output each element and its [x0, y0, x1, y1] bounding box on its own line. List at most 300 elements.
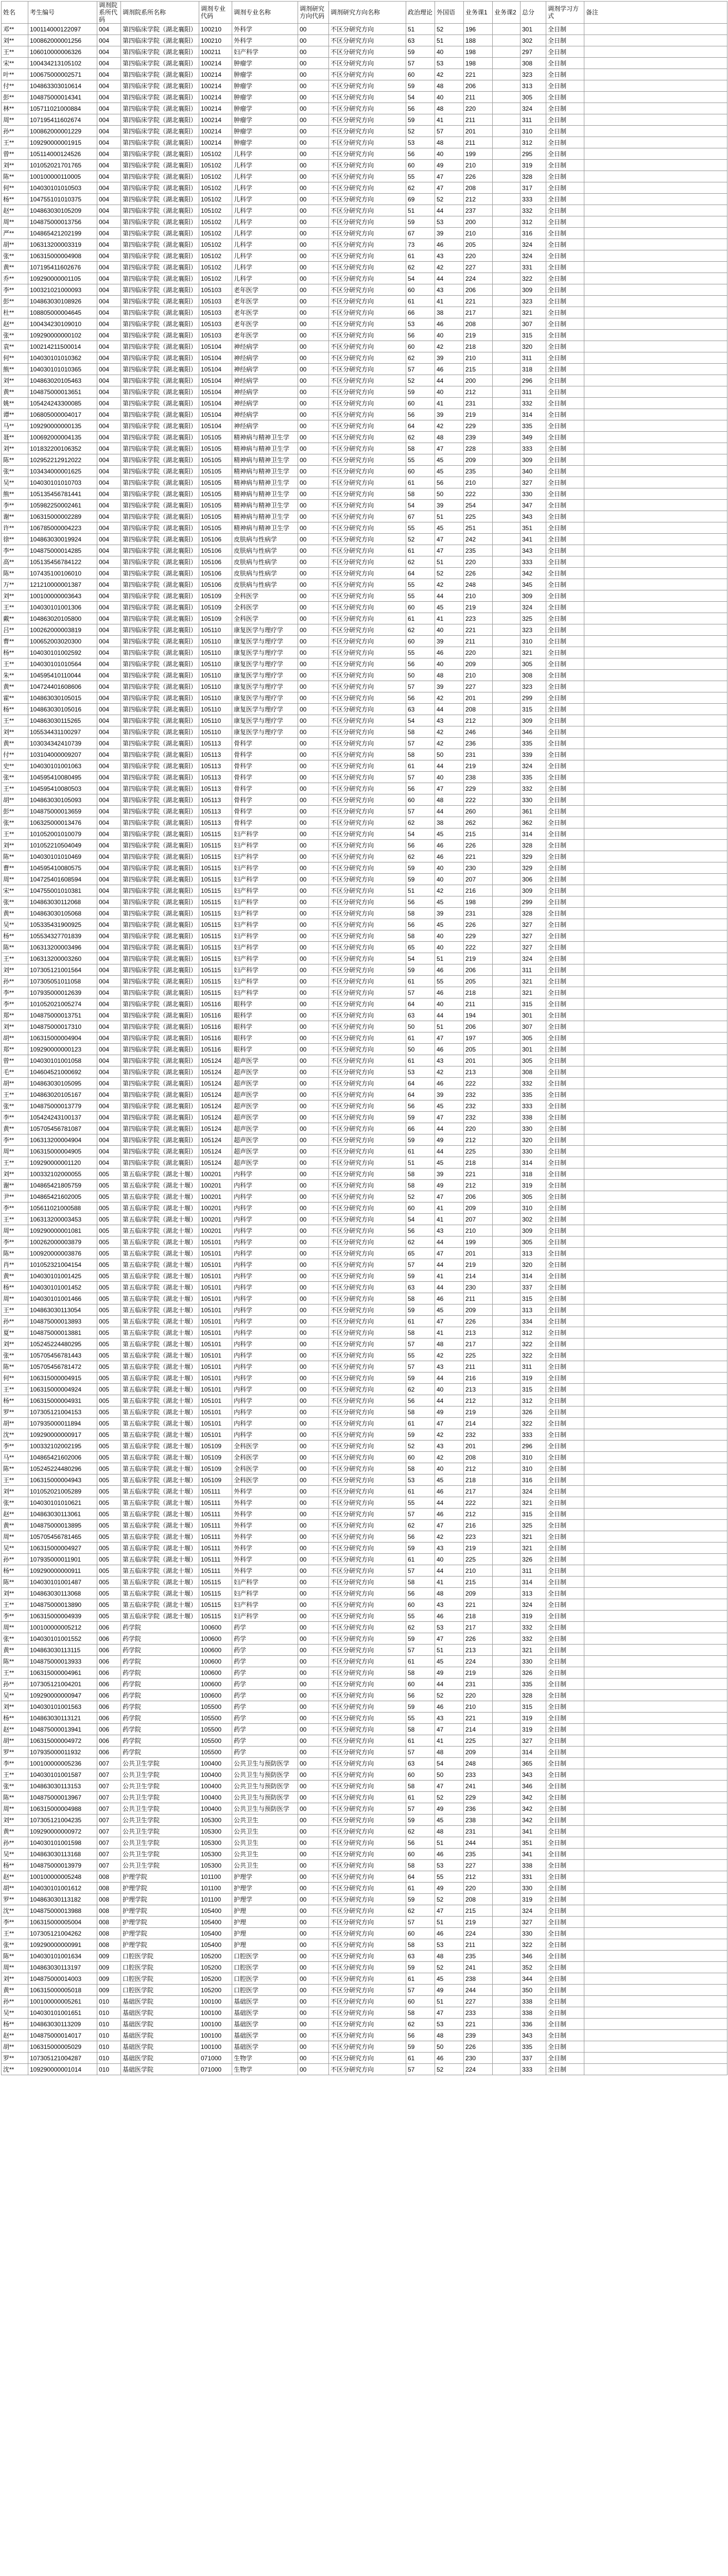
cell-col-foreign-language: 40 [435, 998, 464, 1010]
cell-col-direction-name: 不区分研究方向 [329, 1996, 406, 2007]
table-row [2, 1236, 727, 1248]
cell-col-direction-code: 00 [298, 828, 329, 840]
cell-col-direction-code: 00 [298, 1690, 329, 1701]
table-row [2, 1622, 727, 1633]
cell-col-exam-id: 104030101001563 [28, 1701, 97, 1713]
cell-col-remark [584, 1690, 727, 1701]
table-row [2, 58, 727, 69]
cell-col-dept-code: 004 [97, 443, 121, 454]
table-row [2, 205, 727, 216]
cell-col-major-code: 105116 [199, 998, 232, 1010]
cell-col-dept-name: 基础医学院 [121, 1996, 199, 2007]
cell-col-politics: 59 [406, 216, 435, 228]
cell-col-subject-2 [493, 1747, 521, 1758]
cell-col-name: 杨** [2, 930, 28, 942]
cell-col-exam-id: 104875000013967 [28, 1792, 97, 1803]
cell-col-remark [584, 114, 727, 126]
cell-col-subject-1: 220 [464, 103, 493, 114]
cell-col-foreign-language: 43 [435, 1713, 464, 1724]
cell-col-study-mode: 全日制 [546, 590, 584, 602]
table-row [2, 1032, 727, 1044]
cell-col-exam-id: 104863030113168 [28, 1849, 97, 1860]
cell-col-remark [584, 1497, 727, 1509]
cell-col-total: 312 [521, 1395, 546, 1406]
cell-col-subject-2 [493, 398, 521, 409]
table-row [2, 998, 727, 1010]
cell-col-study-mode: 全日制 [546, 715, 584, 726]
cell-col-politics: 56 [406, 409, 435, 420]
cell-col-subject-1: 198 [464, 46, 493, 58]
cell-col-foreign-language: 44 [435, 1010, 464, 1021]
cell-col-subject-2 [493, 1656, 521, 1667]
cell-col-dept-name: 口腔医学院 [121, 1962, 199, 1973]
cell-col-foreign-language: 44 [435, 1372, 464, 1384]
cell-col-name: 张** [2, 330, 28, 341]
cell-col-remark [584, 205, 727, 216]
cell-col-direction-name: 不区分研究方向 [329, 715, 406, 726]
cell-col-subject-2 [493, 1168, 521, 1180]
cell-col-direction-name: 不区分研究方向 [329, 1985, 406, 1996]
cell-col-politics: 50 [406, 1021, 435, 1032]
table-row [2, 114, 727, 126]
cell-col-direction-name: 不区分研究方向 [329, 1406, 406, 1418]
cell-col-direction-name: 不区分研究方向 [329, 239, 406, 250]
cell-col-major-code: 105124 [199, 1146, 232, 1157]
cell-col-direction-name: 不区分研究方向 [329, 998, 406, 1010]
cell-col-subject-1: 212 [464, 1134, 493, 1146]
cell-col-dept-name: 第五临床学院（湖北十堰） [121, 1225, 199, 1236]
cell-col-dept-name: 第五临床学院（湖北十堰） [121, 1611, 199, 1622]
cell-col-remark [584, 1939, 727, 1951]
cell-col-foreign-language: 43 [435, 250, 464, 262]
cell-col-remark [584, 1599, 727, 1611]
table-row [2, 1815, 727, 1826]
cell-col-remark [584, 80, 727, 92]
cell-col-foreign-language: 45 [435, 454, 464, 466]
cell-col-dept-code: 004 [97, 976, 121, 987]
cell-col-major-code: 105102 [199, 194, 232, 205]
cell-col-major-name: 神经病学 [232, 375, 298, 386]
cell-col-subject-2 [493, 216, 521, 228]
cell-col-study-mode: 全日制 [546, 352, 584, 364]
cell-col-exam-id: 104755101010375 [28, 194, 97, 205]
cell-col-name: 张** [2, 1939, 28, 1951]
cell-col-name: 王** [2, 137, 28, 148]
cell-col-dept-name: 第四临床学院（湖北襄阳） [121, 307, 199, 318]
cell-col-remark [584, 262, 727, 273]
cell-col-subject-2 [493, 103, 521, 114]
cell-col-remark [584, 216, 727, 228]
cell-col-dept-name: 第四临床学院（湖北襄阳） [121, 454, 199, 466]
header-col-direction-name: 调剂研究方向名称 [329, 2, 406, 24]
cell-col-major-code: 105102 [199, 216, 232, 228]
cell-col-major-code: 105111 [199, 1543, 232, 1554]
cell-col-subject-2 [493, 1803, 521, 1815]
cell-col-remark [584, 409, 727, 420]
cell-col-foreign-language: 46 [435, 840, 464, 851]
cell-col-exam-id: 106315000004927 [28, 1543, 97, 1554]
cell-col-subject-2 [493, 92, 521, 103]
cell-col-subject-1: 248 [464, 579, 493, 590]
cell-col-name: 吴** [2, 919, 28, 930]
cell-col-total: 333 [521, 1100, 546, 1112]
cell-col-direction-name: 不区分研究方向 [329, 182, 406, 194]
cell-col-subject-2 [493, 930, 521, 942]
cell-col-dept-name: 第四临床学院（湖北襄阳） [121, 35, 199, 46]
cell-col-dept-name: 第四临床学院（湖北襄阳） [121, 318, 199, 330]
cell-col-direction-name: 不区分研究方向 [329, 1475, 406, 1486]
cell-col-major-name: 妇产科学 [232, 964, 298, 976]
cell-col-name: 聂** [2, 432, 28, 443]
cell-col-remark [584, 273, 727, 284]
cell-col-subject-1: 222 [464, 1078, 493, 1089]
cell-col-direction-code: 00 [298, 1100, 329, 1112]
cell-col-foreign-language: 52 [435, 2064, 464, 2075]
cell-col-exam-id: 103104000009207 [28, 749, 97, 760]
cell-col-subject-1: 212 [464, 1463, 493, 1475]
cell-col-dept-code: 005 [97, 1293, 121, 1304]
cell-col-subject-1: 213 [464, 1327, 493, 1338]
cell-col-remark [584, 1667, 727, 1679]
cell-col-major-name: 护理 [232, 1905, 298, 1917]
cell-col-major-name: 儿科学 [232, 239, 298, 250]
cell-col-dept-name: 第四临床学院（湖北襄阳） [121, 726, 199, 738]
cell-col-foreign-language: 47 [435, 1781, 464, 1792]
cell-col-major-name: 药学 [232, 1724, 298, 1735]
cell-col-study-mode: 全日制 [546, 160, 584, 171]
cell-col-subject-2 [493, 296, 521, 307]
cell-col-remark [584, 228, 727, 239]
cell-col-dept-name: 公共卫生学院 [121, 1860, 199, 1871]
cell-col-major-name: 药学 [232, 1656, 298, 1667]
cell-col-major-code: 105101 [199, 1316, 232, 1327]
cell-col-major-name: 儿科学 [232, 160, 298, 171]
table-row [2, 171, 727, 182]
cell-col-subject-2 [493, 919, 521, 930]
cell-col-subject-2 [493, 726, 521, 738]
cell-col-subject-1: 224 [464, 2064, 493, 2075]
cell-col-direction-code: 00 [298, 1270, 329, 1282]
cell-col-name: 李** [2, 1611, 28, 1622]
cell-col-politics: 56 [406, 1690, 435, 1701]
cell-col-major-name: 内科学 [232, 1327, 298, 1338]
cell-col-remark [584, 636, 727, 647]
cell-col-study-mode: 全日制 [546, 273, 584, 284]
cell-col-name: 李** [2, 284, 28, 296]
cell-col-direction-name: 不区分研究方向 [329, 760, 406, 772]
cell-col-foreign-language: 42 [435, 262, 464, 273]
cell-col-dept-name: 第四临床学院（湖北襄阳） [121, 1134, 199, 1146]
cell-col-dept-name: 第四临床学院（湖北襄阳） [121, 692, 199, 704]
table-row [2, 1565, 727, 1577]
cell-col-dept-code: 005 [97, 1611, 121, 1622]
cell-col-exam-id: 106313200004904 [28, 1134, 97, 1146]
cell-col-exam-id: 106315000004988 [28, 1803, 97, 1815]
cell-col-direction-code: 00 [298, 1395, 329, 1406]
cell-col-direction-code: 00 [298, 1554, 329, 1565]
cell-col-direction-name: 不区分研究方向 [329, 1543, 406, 1554]
cell-col-direction-name: 不区分研究方向 [329, 171, 406, 182]
cell-col-subject-2 [493, 126, 521, 137]
cell-col-exam-id: 104863030113197 [28, 1962, 97, 1973]
cell-col-direction-code: 00 [298, 318, 329, 330]
cell-col-foreign-language: 44 [435, 1282, 464, 1293]
cell-col-exam-id: 101052210504049 [28, 840, 97, 851]
cell-col-subject-1: 208 [464, 704, 493, 715]
cell-col-subject-2 [493, 1973, 521, 1985]
cell-col-subject-1: 238 [464, 1973, 493, 1985]
cell-col-dept-name: 第四临床学院（湖北襄阳） [121, 500, 199, 511]
cell-col-name: 黄** [2, 738, 28, 749]
table-row [2, 1123, 727, 1134]
cell-col-dept-name: 第四临床学院（湖北襄阳） [121, 194, 199, 205]
cell-col-politics: 61 [406, 976, 435, 987]
cell-col-subject-2 [493, 534, 521, 545]
cell-col-subject-2 [493, 1531, 521, 1543]
cell-col-subject-2 [493, 1690, 521, 1701]
cell-col-study-mode: 全日制 [546, 840, 584, 851]
cell-col-total: 327 [521, 477, 546, 488]
cell-col-politics: 58 [406, 749, 435, 760]
cell-col-politics: 58 [406, 726, 435, 738]
cell-col-remark [584, 919, 727, 930]
cell-col-name: 王** [2, 953, 28, 964]
cell-col-subject-2 [493, 409, 521, 420]
cell-col-dept-code: 004 [97, 874, 121, 885]
cell-col-major-code: 105105 [199, 488, 232, 500]
cell-col-direction-name: 不区分研究方向 [329, 1486, 406, 1497]
cell-col-foreign-language: 43 [435, 715, 464, 726]
cell-col-dept-name: 第五临床学院（湖北十堰） [121, 1588, 199, 1599]
cell-col-exam-id: 105705456781087 [28, 1123, 97, 1134]
cell-col-remark [584, 386, 727, 398]
cell-col-name: 吴** [2, 1543, 28, 1554]
cell-col-dept-code: 007 [97, 1781, 121, 1792]
cell-col-foreign-language: 38 [435, 307, 464, 318]
cell-col-remark [584, 613, 727, 624]
cell-col-direction-code: 00 [298, 239, 329, 250]
cell-col-total: 341 [521, 534, 546, 545]
cell-col-major-name: 肿瘤学 [232, 80, 298, 92]
cell-col-direction-name: 不区分研究方向 [329, 454, 406, 466]
cell-col-study-mode: 全日制 [546, 1157, 584, 1168]
cell-col-foreign-language: 46 [435, 1611, 464, 1622]
cell-col-remark [584, 738, 727, 749]
cell-col-major-code: 100210 [199, 24, 232, 35]
cell-col-politics: 67 [406, 511, 435, 522]
cell-col-subject-2 [493, 239, 521, 250]
cell-col-subject-2 [493, 851, 521, 862]
cell-col-politics: 56 [406, 783, 435, 794]
cell-col-name: 张** [2, 817, 28, 828]
cell-col-subject-2 [493, 1327, 521, 1338]
cell-col-dept-code: 004 [97, 817, 121, 828]
cell-col-total: 316 [521, 1475, 546, 1486]
cell-col-remark [584, 1429, 727, 1440]
cell-col-dept-code: 004 [97, 715, 121, 726]
cell-col-subject-2 [493, 636, 521, 647]
cell-col-total: 335 [521, 2041, 546, 2053]
cell-col-subject-2 [493, 1849, 521, 1860]
cell-col-subject-1: 254 [464, 500, 493, 511]
cell-col-total: 296 [521, 375, 546, 386]
cell-col-dept-code: 005 [97, 1577, 121, 1588]
cell-col-dept-name: 药学院 [121, 1645, 199, 1656]
cell-col-name: 李** [2, 1917, 28, 1928]
cell-col-foreign-language: 44 [435, 806, 464, 817]
cell-col-dept-code: 009 [97, 1962, 121, 1973]
cell-col-exam-id: 106315000004931 [28, 1395, 97, 1406]
cell-col-subject-1: 201 [464, 1440, 493, 1452]
cell-col-name: 王** [2, 602, 28, 613]
cell-col-foreign-language: 44 [435, 1123, 464, 1134]
cell-col-major-code: 105103 [199, 330, 232, 341]
cell-col-subject-2 [493, 69, 521, 80]
cell-col-dept-code: 008 [97, 1917, 121, 1928]
cell-col-direction-name: 不区分研究方向 [329, 1951, 406, 1962]
table-row [2, 341, 727, 352]
cell-col-subject-2 [493, 1860, 521, 1871]
cell-col-dept-code: 004 [97, 1112, 121, 1123]
cell-col-direction-name: 不区分研究方向 [329, 1781, 406, 1792]
cell-col-subject-2 [493, 1837, 521, 1849]
table-row [2, 1486, 727, 1497]
cell-col-dept-code: 005 [97, 1395, 121, 1406]
cell-col-major-name: 外科学 [232, 1554, 298, 1565]
cell-col-direction-name: 不区分研究方向 [329, 1962, 406, 1973]
cell-col-major-code: 105102 [199, 160, 232, 171]
cell-col-direction-name: 不区分研究方向 [329, 1679, 406, 1690]
cell-col-direction-code: 00 [298, 1860, 329, 1871]
table-row [2, 420, 727, 432]
cell-col-dept-name: 第五临床学院（湖北十堰） [121, 1440, 199, 1452]
table-row [2, 522, 727, 534]
cell-col-foreign-language: 45 [435, 1100, 464, 1112]
cell-col-study-mode: 全日制 [546, 1985, 584, 1996]
cell-col-major-code: 100100 [199, 2007, 232, 2019]
cell-col-study-mode: 全日制 [546, 670, 584, 681]
cell-col-name: 胡** [2, 1735, 28, 1747]
cell-col-name: 黄** [2, 262, 28, 273]
cell-col-name: 谢** [2, 1180, 28, 1191]
cell-col-dept-code: 004 [97, 307, 121, 318]
cell-col-politics: 56 [406, 1395, 435, 1406]
cell-col-direction-code: 00 [298, 103, 329, 114]
cell-col-subject-2 [493, 749, 521, 760]
cell-col-remark [584, 1803, 727, 1815]
cell-col-subject-1: 213 [464, 1066, 493, 1078]
table-row [2, 1894, 727, 1905]
cell-col-dept-name: 第四临床学院（湖北襄阳） [121, 228, 199, 239]
cell-col-direction-code: 00 [298, 1577, 329, 1588]
cell-col-subject-1: 221 [464, 851, 493, 862]
cell-col-politics: 59 [406, 964, 435, 976]
cell-col-total: 346 [521, 726, 546, 738]
cell-col-direction-name: 不区分研究方向 [329, 1792, 406, 1803]
cell-col-foreign-language: 40 [435, 1554, 464, 1565]
cell-col-major-code: 105101 [199, 1293, 232, 1304]
cell-col-study-mode: 全日制 [546, 1667, 584, 1679]
cell-col-subject-2 [493, 194, 521, 205]
cell-col-subject-2 [493, 1928, 521, 1939]
cell-col-study-mode: 全日制 [546, 420, 584, 432]
cell-col-major-code: 100201 [199, 1214, 232, 1225]
cell-col-study-mode: 全日制 [546, 1520, 584, 1531]
cell-col-dept-name: 第四临床学院（湖北襄阳） [121, 840, 199, 851]
cell-col-exam-id: 105114000124526 [28, 148, 97, 160]
cell-col-subject-2 [493, 647, 521, 658]
cell-col-remark [584, 443, 727, 454]
cell-col-subject-2 [493, 1951, 521, 1962]
cell-col-name: 黄** [2, 1826, 28, 1837]
cell-col-major-name: 儿科学 [232, 182, 298, 194]
cell-col-major-code: 105104 [199, 375, 232, 386]
cell-col-direction-name: 不区分研究方向 [329, 1849, 406, 1860]
cell-col-subject-1: 218 [464, 1157, 493, 1168]
cell-col-total: 310 [521, 1463, 546, 1475]
cell-col-politics: 62 [406, 2019, 435, 2030]
cell-col-direction-code: 00 [298, 1792, 329, 1803]
cell-col-study-mode: 全日制 [546, 772, 584, 783]
table-row [2, 1463, 727, 1475]
cell-col-politics: 54 [406, 953, 435, 964]
cell-col-total: 335 [521, 738, 546, 749]
cell-col-direction-code: 00 [298, 69, 329, 80]
cell-col-dept-name: 第四临床学院（湖北襄阳） [121, 1032, 199, 1044]
cell-col-direction-name: 不区分研究方向 [329, 1747, 406, 1758]
cell-col-major-name: 内科学 [232, 1259, 298, 1270]
cell-col-exam-id: 104865421805759 [28, 1180, 97, 1191]
cell-col-remark [584, 1894, 727, 1905]
cell-col-foreign-language: 41 [435, 114, 464, 126]
cell-col-major-code: 105110 [199, 647, 232, 658]
cell-col-politics: 56 [406, 1531, 435, 1543]
cell-col-politics: 51 [406, 205, 435, 216]
cell-col-foreign-language: 46 [435, 1928, 464, 1939]
cell-col-subject-2 [493, 341, 521, 352]
cell-col-politics: 60 [406, 69, 435, 80]
cell-col-exam-id: 106315000004915 [28, 1372, 97, 1384]
cell-col-direction-code: 00 [298, 1996, 329, 2007]
table-row [2, 1679, 727, 1690]
cell-col-name: 胡** [2, 1883, 28, 1894]
cell-col-exam-id: 105335431900925 [28, 919, 97, 930]
cell-col-subject-1: 239 [464, 2030, 493, 2041]
cell-col-dept-name: 第四临床学院（湖北襄阳） [121, 330, 199, 341]
cell-col-name: 马** [2, 1452, 28, 1463]
cell-col-total: 319 [521, 1894, 546, 1905]
cell-col-remark [584, 2019, 727, 2030]
cell-col-major-code: 105105 [199, 511, 232, 522]
cell-col-study-mode: 全日制 [546, 1871, 584, 1883]
cell-col-foreign-language: 48 [435, 670, 464, 681]
cell-col-dept-name: 第四临床学院（湖北襄阳） [121, 386, 199, 398]
cell-col-subject-2 [493, 1406, 521, 1418]
cell-col-politics: 61 [406, 1656, 435, 1667]
cell-col-dept-name: 第四临床学院（湖北襄阳） [121, 239, 199, 250]
cell-col-subject-1: 226 [464, 1316, 493, 1327]
cell-col-name: 陈** [2, 171, 28, 182]
cell-col-direction-code: 00 [298, 681, 329, 692]
cell-col-total: 352 [521, 1962, 546, 1973]
cell-col-politics: 57 [406, 1803, 435, 1815]
cell-col-exam-id: 107935000011901 [28, 1554, 97, 1565]
cell-col-subject-1: 226 [464, 2041, 493, 2053]
cell-col-name: 赵** [2, 2030, 28, 2041]
cell-col-total: 315 [521, 1293, 546, 1304]
cell-col-foreign-language: 52 [435, 1690, 464, 1701]
cell-col-major-name: 超声医学 [232, 1123, 298, 1134]
